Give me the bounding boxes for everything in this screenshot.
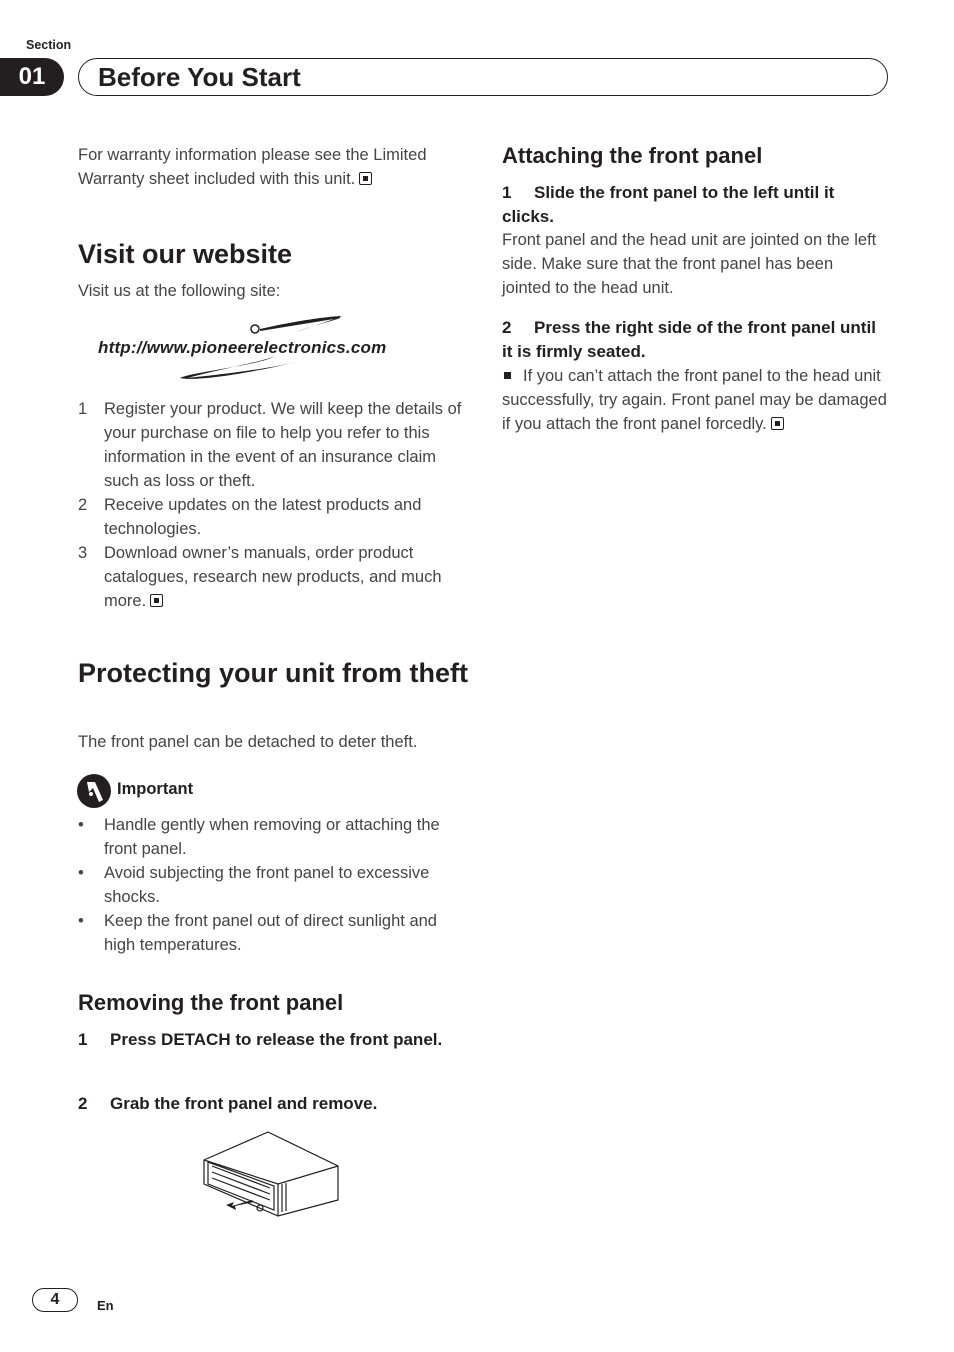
end-mark-icon: [771, 417, 784, 430]
important-icon: [77, 774, 111, 808]
theft-bullets: [78, 813, 466, 957]
note-square-icon: [504, 372, 511, 379]
attaching-heading: Attaching the front panel: [502, 143, 763, 168]
attaching-step-2: 2 Press the right side of the front panel until it is firmly seated.: [502, 318, 876, 361]
end-mark-icon: [150, 594, 163, 607]
website-intro: Visit us at the following site:: [78, 282, 281, 300]
theft-intro: The front panel can be detached to deter theft.: [78, 733, 418, 751]
removing-step-2: 2 Grab the front panel and remove.: [78, 1094, 378, 1113]
page-number: 4: [50, 1291, 60, 1308]
section-label: Section: [26, 38, 72, 52]
end-mark-icon: [359, 172, 372, 185]
pioneer-url-logo: [96, 312, 456, 384]
website-url[interactable]: http://www.pioneerelectronics.com: [98, 338, 387, 357]
list-item: 2 Receive updates on the latest products and technologies.: [78, 496, 422, 538]
list-item: 3 Download owner’s manuals, order product catalogues, research new products, and much more.: [78, 544, 442, 610]
list-item: • Handle gently when removing or attaching the front panel.: [78, 816, 440, 858]
list-item: 1 Register your product. We will keep the details of your purchase on file to help you refer to this information in the event of an insurance claim such as loss or theft.: [78, 400, 462, 490]
language-label: En: [97, 1298, 114, 1313]
head-unit-icon: [198, 1126, 344, 1222]
attaching-note: If you can’t attach the front panel to the head unit successfully, try again. Front panel may be damaged if you attach the front panel forcedly.: [502, 367, 887, 433]
theft-heading: Protecting your unit from theft: [78, 658, 468, 688]
section-number-badge: [0, 58, 64, 96]
website-benefits-list: [78, 397, 466, 613]
list-item: • Keep the front panel out of direct sunlight and high temperatures.: [78, 912, 437, 954]
list-item: • Avoid subjecting the front panel to excessive shocks.: [78, 864, 430, 906]
removing-step-1: 1 Press DETACH to release the front panel.: [78, 1030, 443, 1049]
attaching-step-1-body: Front panel and the head unit are jointed on the left side. Make sure that the front panel has been jointed to the head unit.: [502, 231, 877, 297]
website-heading: Visit our website: [78, 239, 293, 269]
attaching-step-1: 1 Slide the front panel to the left until it clicks.: [502, 183, 835, 226]
section-title-bar: [78, 58, 888, 96]
section-title: Before You Start: [98, 62, 301, 92]
head-unit-illustration: [198, 1126, 344, 1222]
page-number-badge: [32, 1288, 78, 1312]
warranty-paragraph: For warranty information please see the Limited Warranty sheet included with this unit.: [78, 146, 427, 188]
removing-heading: Removing the front panel: [78, 990, 344, 1015]
section-number: 01: [18, 63, 46, 90]
important-label: Important: [117, 780, 194, 798]
